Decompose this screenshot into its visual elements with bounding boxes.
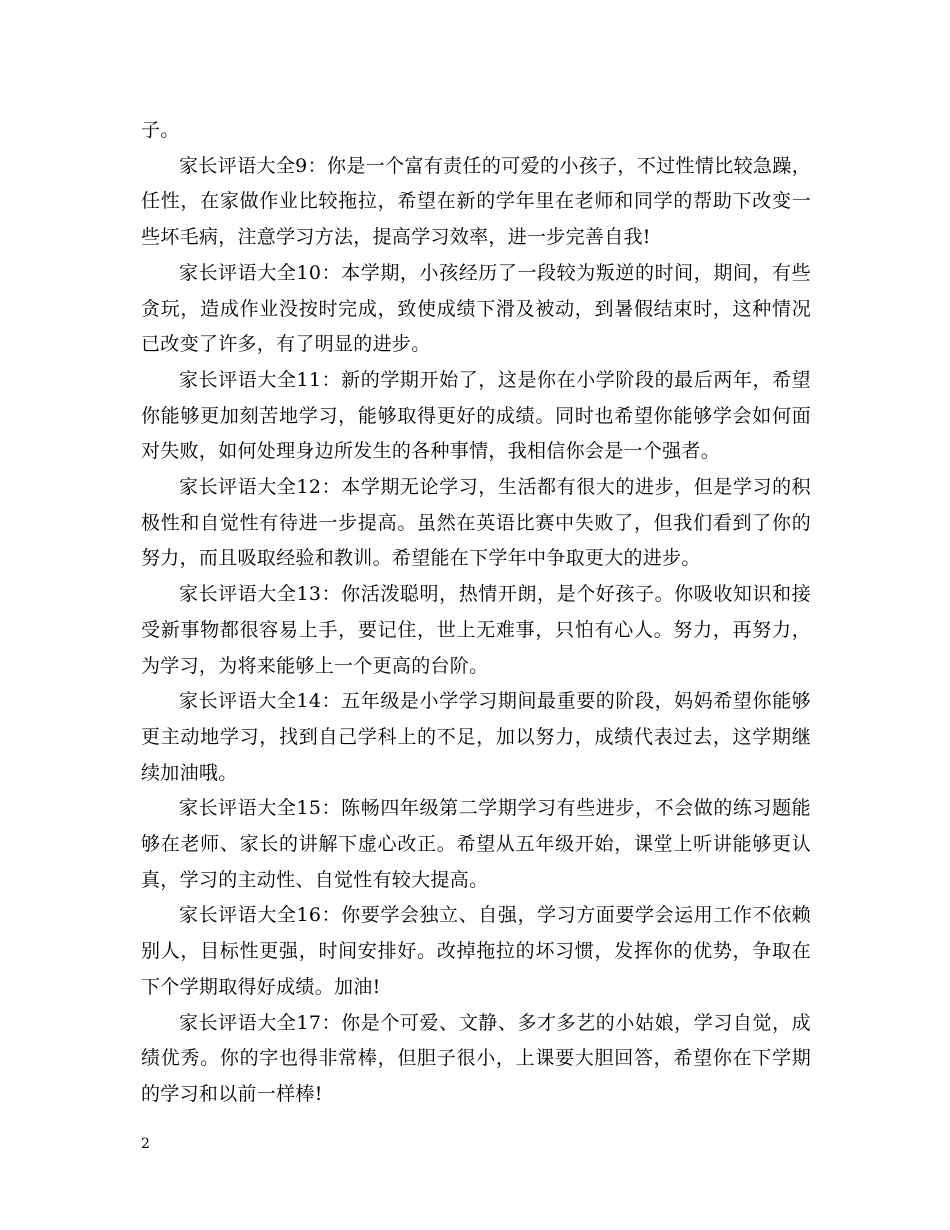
document-body — [141, 113, 811, 1113]
paragraph-comment-14: 家长评语大全14：五年级是小学学习期间最重要的阶段，妈妈希望你能够更主动地学习，找到自己学科上的不足，加以努力，成绩代表过去，这学期继续加油哦。 — [141, 690, 811, 784]
paragraph-comment-12: 家长评语大全12：本学期无论学习，生活都有很大的进步，但是学习的积极性和自觉性有待进一步提高。虽然在英语比赛中失败了，但我们看到了你的努力，而且吸取经验和教训。希望能在下学年中争取更大的进步。 — [141, 476, 811, 570]
page-number: 2 — [141, 1136, 150, 1152]
paragraph-comment-15: 家长评语大全15：陈畅四年级第二学期学习有些进步，不会做的练习题能够在老师、家长的讲解下虚心改正。希望从五年级开始，课堂上听讲能够更认真，学习的主动性、自觉性有较大提高。 — [141, 797, 811, 891]
paragraph-comment-10: 家长评语大全10：本学期，小孩经历了一段较为叛逆的时间，期间，有些贪玩，造成作业没按时完成，致使成绩下滑及被动，到暑假结束时，这种情况已改变了许多，有了明显的进步。 — [141, 261, 811, 356]
paragraph-comment-16: 家长评语大全16：你要学会独立、自强，学习方面要学会运用工作不依赖别人，目标性更强，时间安排好。改掉拖拉的坏习惯，发挥你的优势，争取在下个学期取得好成绩。加油! — [141, 904, 811, 998]
paragraph-comment-17: 家长评语大全17：你是个可爱、文静、多才多艺的小姑娘，学习自觉，成绩优秀。你的字也得非常棒，但胆子很小，上课要大胆回答，希望你在下学期的学习和以前一样棒! — [141, 1011, 811, 1105]
paragraph-comment-13: 家长评语大全13：你活泼聪明，热情开朗，是个好孩子。你吸收知识和接受新事物都很容易上手，要记住，世上无难事，只怕有心人。努力，再努力，为学习，为将来能够上一个更高的台阶。 — [141, 583, 811, 677]
paragraph-comment-11: 家长评语大全11：新的学期开始了，这是你在小学阶段的最后两年，希望你能够更加刻苦地学习，能够取得更好的成绩。同时也希望你能够学会如何面对失败，如何处理身边所发生的各种事情，我相信你会是一个强者。 — [141, 368, 811, 463]
paragraph-comment-9: 家长评语大全9：你是一个富有责任的可爱的小孩子，不过性情比较急躁，任性，在家做作业比较拖拉，希望在新的学年里在老师和同学的帮助下改变一些坏毛病，注意学习方法，提高学习效率，进一步完善自我! — [141, 154, 811, 249]
paragraph-continuation: 子。 — [141, 119, 180, 141]
